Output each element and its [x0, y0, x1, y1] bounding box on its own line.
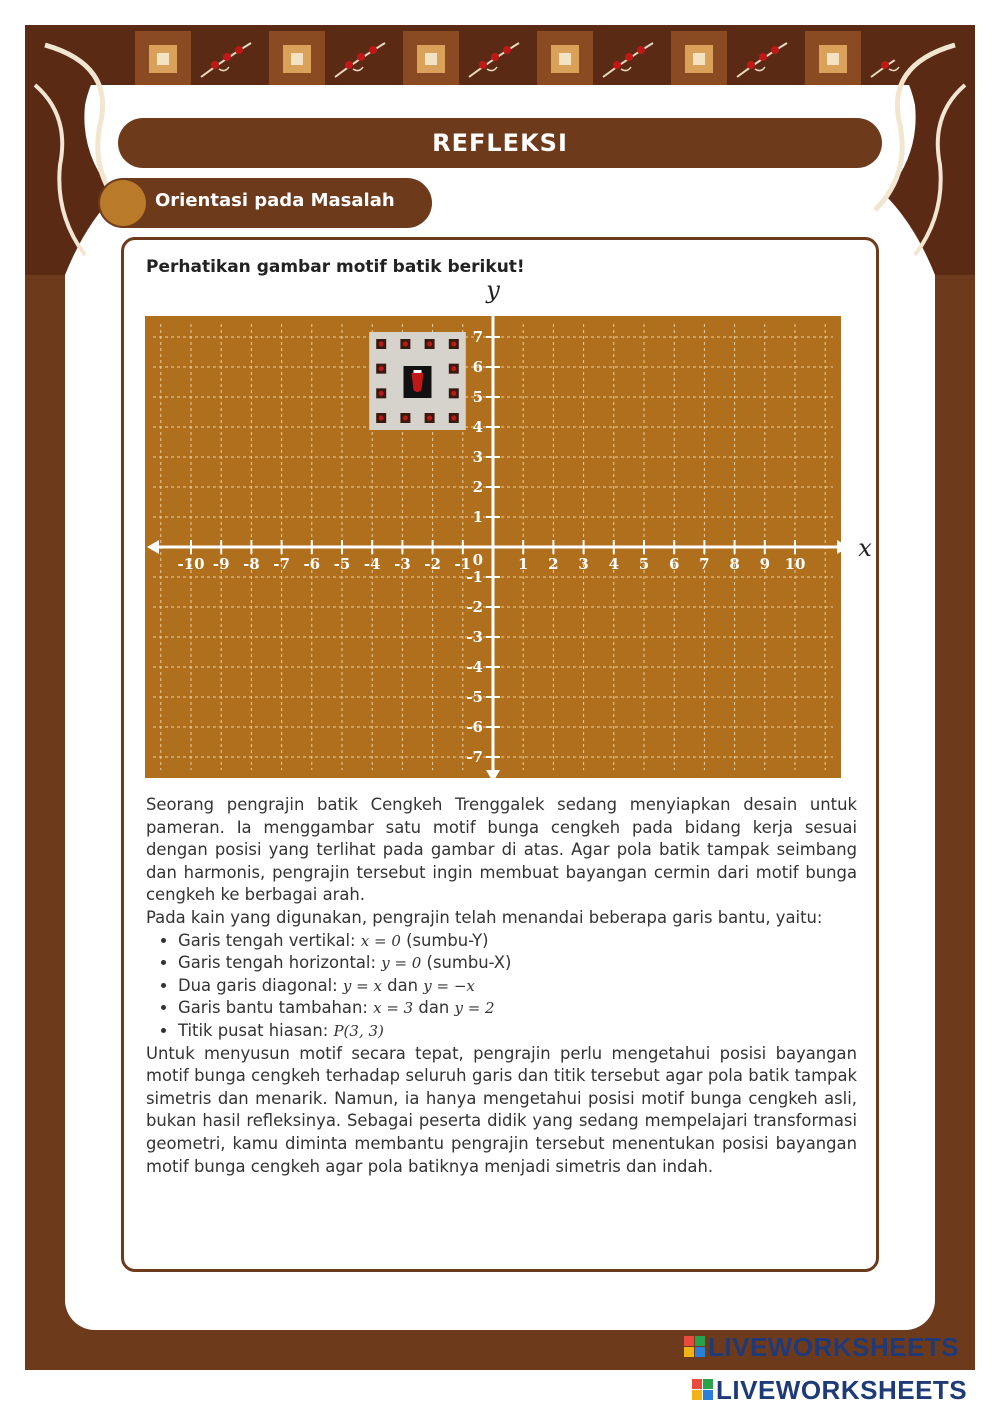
watermark-text: LIVEWORKSHEETS [708, 1332, 960, 1362]
motif-dot-center [379, 416, 384, 421]
x-tick-label: -8 [243, 555, 260, 573]
helper-lines-list [146, 930, 857, 1043]
y-tick-label: 1 [472, 508, 483, 526]
motif-dot-center [427, 416, 432, 421]
list-item: • Garis bantu tambahan: x = 3 dan y = 2 [178, 997, 857, 1020]
paragraph-1: Seorang pengrajin batik Cengkeh Trenggalek sedang menyiapkan desain untuk pameran. Ia menggambar satu motif bunga cengkeh pada bidang kerja sesuai dengan posisi yang terlihat pada gambar di atas. Agar pola batik tampak seimbang dan harmonis, pengrajin tersebut ingin membuat bayangan cermin dari motif bunga cengkeh ke berbagai arah. [146, 795, 857, 905]
x-tick-label: -9 [212, 555, 230, 573]
motif-dot-center [403, 342, 408, 347]
x-tick-label: 9 [759, 555, 771, 573]
list-item: • Dua garis diagonal: y = x dan y = −x [178, 975, 857, 998]
y-tick-label: 2 [472, 478, 483, 496]
y-tick-label: 7 [472, 328, 483, 346]
motif-dot-center [379, 342, 384, 347]
y-tick-label: 3 [472, 448, 483, 466]
batik-tile [671, 31, 727, 87]
x-tick-label: 5 [638, 555, 650, 573]
motif-dot-center [451, 416, 456, 421]
batik-tile [805, 31, 861, 87]
list-item: • Garis tengah vertikal: x = 0 (sumbu-Y) [178, 930, 857, 953]
x-tick-label: -6 [303, 555, 321, 573]
list-item: • Garis tengah horizontal: y = 0 (sumbu-X) [178, 952, 857, 975]
x-tick-label: -1 [454, 555, 472, 573]
x-tick-label: 8 [729, 555, 740, 573]
x-tick-label: 3 [578, 555, 589, 573]
liveworksheets-logo-icon [684, 1336, 706, 1358]
title-bar [118, 118, 882, 168]
coordinate-grid-chart [120, 285, 880, 790]
y-tick-label: 4 [472, 418, 483, 436]
x-tick-label: 6 [668, 555, 680, 573]
motif-dot-center [403, 416, 408, 421]
x-tick-label: -5 [333, 555, 351, 573]
clove-flower-icon [733, 37, 791, 81]
x-tick-label: 4 [608, 555, 620, 573]
motif-dot-center [451, 342, 456, 347]
y-tick-label: 5 [472, 388, 483, 406]
x-axis-label: x [858, 534, 872, 562]
x-tick-label: -3 [394, 555, 411, 573]
intro-text: Perhatikan gambar motif batik berikut! [146, 257, 525, 277]
motif-dot-center [379, 391, 384, 396]
x-tick-label: 7 [699, 555, 710, 573]
y-tick-label: -5 [466, 688, 483, 706]
x-axis-arrow-right-icon [837, 540, 849, 554]
clove-flower-icon [599, 37, 657, 81]
x-tick-label: 10 [784, 555, 806, 573]
y-tick-label: -1 [466, 568, 483, 586]
paragraph-3: Untuk menyusun motif secara tepat, pengrajin perlu mengetahui posisi bayangan motif bunga cengkeh terhadap seluruh garis dan titik tersebut agar pola batik tampak simetris dan menarik. Namun, ia hanya mengetahui posisi motif bunga cengkeh asli, bukan hasil refleksinya. Sebagai peserta didik yang sedang mempelajari transformasi geometri, kamu diminta membantu pengrajin tersebut menentukan posisi bayangan motif bunga cengkeh agar pola batiknya menjadi simetris dan indah. [146, 1043, 857, 1176]
y-tick-label: -4 [466, 658, 483, 676]
clove-flower-icon [465, 37, 523, 81]
motif-dot-center [379, 366, 384, 371]
motif-dot-center [451, 366, 456, 371]
page-title: REFLEKSI [432, 129, 568, 157]
y-tick-label: -3 [466, 628, 483, 646]
motif-dot-center [451, 391, 456, 396]
watermark-text: LIVEWORKSHEETS [716, 1375, 968, 1405]
y-tick-label: -7 [466, 748, 483, 766]
batik-border [25, 25, 975, 93]
list-item: • Titik pusat hiasan: P(3, 3) [178, 1020, 857, 1043]
y-tick-label: 6 [472, 358, 483, 376]
x-tick-label: -4 [363, 555, 381, 573]
x-tick-label: -2 [424, 555, 441, 573]
x-tick-label: -7 [273, 555, 290, 573]
problem-text [146, 794, 857, 1178]
y-axis-label: y [486, 285, 500, 304]
batik-tile [537, 31, 593, 87]
x-tick-label: 1 [517, 555, 529, 573]
y-tick-label: -2 [466, 598, 483, 616]
batik-tile [403, 31, 459, 87]
y-tick-label: -6 [466, 718, 483, 736]
origin-label: 0 [472, 551, 483, 569]
motif-dot-center [427, 342, 432, 347]
x-tick-label: 2 [548, 555, 559, 573]
liveworksheets-logo-icon [692, 1379, 714, 1401]
paragraph-2: Pada kain yang digunakan, pengrajin telah menandai beberapa garis bantu, yaitu: [146, 907, 823, 927]
clove-flower-cap [414, 370, 422, 373]
clove-flower-icon [331, 37, 389, 81]
section-header [98, 178, 432, 228]
section-dot-icon [100, 180, 146, 226]
clove-flower-icon [197, 37, 255, 81]
x-tick-label: -10 [177, 555, 205, 573]
section-title: Orientasi pada Masalah [155, 190, 395, 211]
batik-tile [269, 31, 325, 87]
